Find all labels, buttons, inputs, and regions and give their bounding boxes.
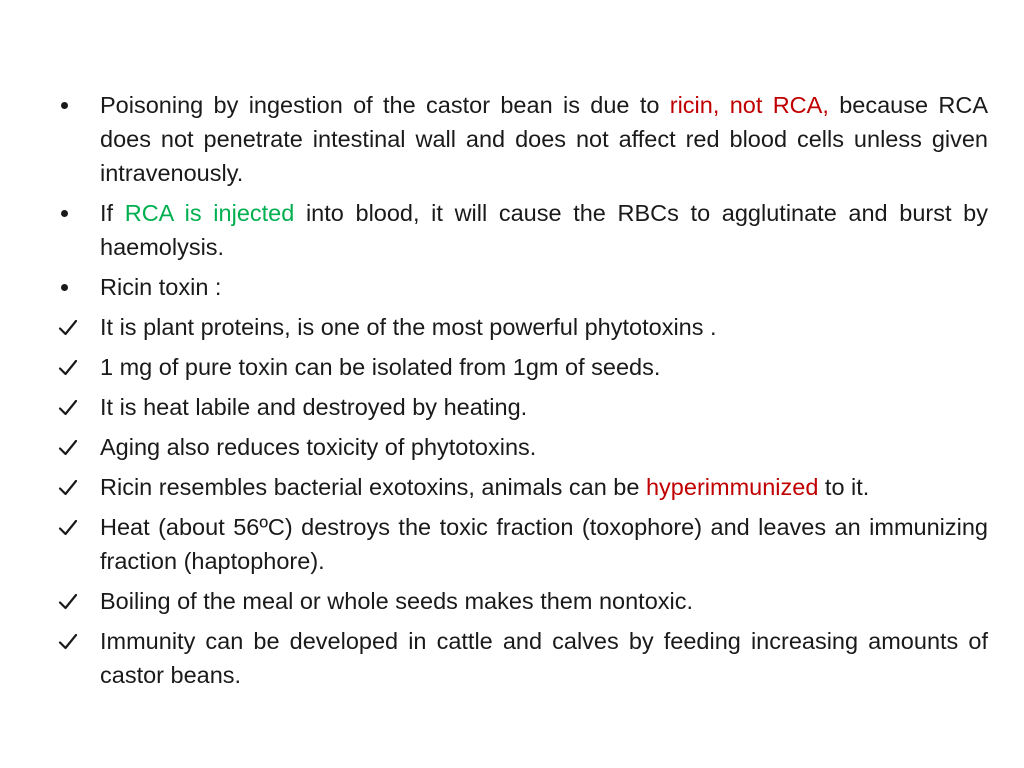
item-text	[100, 200, 988, 260]
checklist-item	[56, 510, 988, 578]
checklist-item	[56, 390, 988, 424]
checklist-item	[56, 624, 988, 692]
checklist-item	[56, 350, 988, 384]
item-text	[100, 434, 536, 460]
text-segment: Ricin toxin :	[100, 274, 222, 300]
text-segment: Aging also reduces toxicity of phytotoxins.	[100, 434, 537, 460]
text-segment: Heat (about 56ºC) destroys the toxic fraction (toxophore) and leaves an immunizing fraction (haptophore).	[100, 514, 988, 574]
item-text	[100, 274, 221, 300]
highlighted-text: RCA is injected	[124, 200, 295, 226]
checklist-item	[56, 584, 988, 618]
bullet-item	[56, 196, 988, 264]
text-segment: to it.	[818, 474, 870, 500]
checklist-item	[56, 470, 988, 504]
item-text	[100, 92, 988, 186]
item-text	[100, 588, 693, 614]
item-text	[100, 354, 660, 380]
checklist-item	[56, 310, 988, 344]
text-segment: It is plant proteins, is one of the most powerful phytotoxins .	[100, 314, 717, 340]
highlighted-text: hyperimmunized	[645, 474, 819, 500]
bullet-item	[56, 88, 988, 190]
text-segment: because RCA does not penetrate intestinal wall and does not affect red blood cells unless given intravenously.	[100, 92, 988, 186]
item-text	[100, 314, 717, 340]
item-text	[100, 514, 988, 574]
highlighted-text: ricin, not RCA,	[669, 92, 829, 118]
text-segment: It is heat labile and destroyed by heating.	[100, 394, 528, 420]
text-segment: Immunity can be developed in cattle and calves by feeding increasing amounts of castor beans.	[100, 628, 988, 688]
bullet-list	[56, 88, 988, 698]
checklist-item	[56, 430, 988, 464]
text-segment: If	[100, 200, 125, 226]
text-segment: Ricin resembles bacterial exotoxins, animals can be	[100, 474, 646, 500]
text-segment: Boiling of the meal or whole seeds makes them nontoxic.	[100, 588, 694, 614]
text-segment: 1 mg of pure toxin can be isolated from 1gm of seeds.	[100, 354, 661, 380]
bullet-item	[56, 270, 988, 304]
item-text	[100, 628, 988, 688]
text-segment: Poisoning by ingestion of the castor bean is due to	[100, 92, 670, 118]
text-segment: into blood, it will cause the RBCs to agglutinate and burst by haemolysis.	[100, 200, 988, 260]
item-text	[100, 394, 527, 420]
item-text	[100, 474, 869, 500]
